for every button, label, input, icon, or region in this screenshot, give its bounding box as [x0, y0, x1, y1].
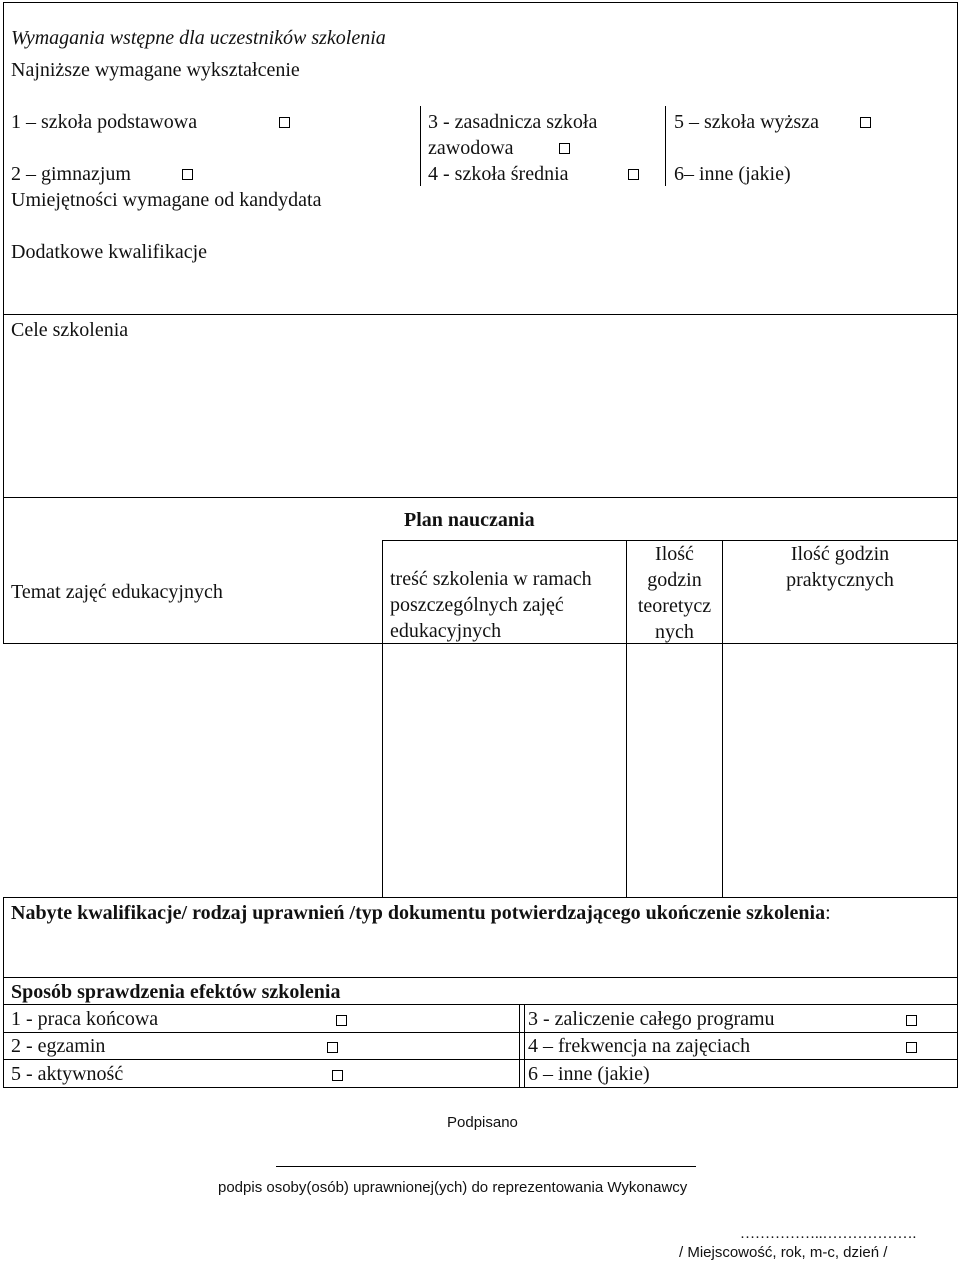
qualifications-colon: : [825, 902, 831, 924]
qualifications-label [11, 900, 831, 926]
plan-col-topic: Temat zajęć edukacyjnych [11, 581, 223, 603]
frame-left-upper [3, 2, 4, 498]
assessment-title: Sposób sprawdzenia efektów szkolenia [11, 981, 341, 1003]
option-3-checkbox[interactable] [559, 143, 570, 154]
option-1-label: 1 – szkoła podstawowa [11, 111, 198, 133]
plan-title: Plan nauczania [404, 509, 535, 531]
place-date-caption: / Miejscowość, rok, m-c, dzień / [679, 1244, 888, 1261]
divider-assessment [3, 977, 958, 978]
assessment-option-2: 2 - egzamin [11, 1035, 106, 1057]
divider-qualifications [3, 897, 958, 898]
assessment-option-3-checkbox[interactable] [906, 1015, 917, 1026]
goals-label: Cele szkolenia [11, 319, 129, 341]
assessment-option-1: 1 - praca końcowa [11, 1008, 159, 1030]
assessment-mid-line [519, 1004, 520, 1088]
option-2-checkbox[interactable] [182, 169, 193, 180]
assessment-option-2-checkbox[interactable] [327, 1042, 338, 1053]
assessment-line-2 [3, 1032, 958, 1033]
option-divider-1 [420, 106, 421, 186]
assessment-option-5-checkbox[interactable] [332, 1070, 343, 1081]
plan-col-content-1: treść szkolenia w ramach [390, 568, 592, 590]
education-label: Najniższe wymagane wykształcenie [11, 59, 300, 81]
assessment-option-1-checkbox[interactable] [336, 1015, 347, 1026]
option-divider-2 [665, 106, 666, 186]
option-5-label: 5 – szkoła wyższa [674, 111, 819, 133]
plan-col-practice-1: Ilość godzin [790, 543, 890, 565]
assessment-line-3 [3, 1059, 958, 1060]
option-5-checkbox[interactable] [860, 117, 871, 128]
extra-qualifications-label: Dodatkowe kwalifikacje [11, 241, 208, 263]
plan-col-content-3: edukacyjnych [390, 620, 502, 642]
option-1-checkbox[interactable] [279, 117, 290, 128]
plan-col-theory-1: Ilość [655, 543, 694, 565]
plan-col-content-2: poszczególnych zajęć [390, 594, 564, 616]
signed-label: Podpisano [447, 1114, 518, 1131]
requirements-title: Wymagania wstępne dla uczestników szkolenia [11, 27, 386, 49]
divider-goals [3, 314, 958, 315]
plan-col-line-1 [382, 540, 383, 898]
plan-col-theory-3: teoretycz [637, 595, 712, 617]
signature-line [276, 1166, 696, 1167]
option-2-label: 2 – gimnazjum [11, 163, 131, 185]
assessment-option-4-checkbox[interactable] [906, 1042, 917, 1053]
assessment-mid-line-2 [524, 1004, 525, 1088]
frame-top [3, 2, 958, 3]
plan-col-line-3 [722, 540, 723, 898]
assessment-option-3: 3 - zaliczenie całego programu [528, 1008, 775, 1030]
assessment-option-6: 6 – inne (jakie) [528, 1063, 650, 1085]
option-4-checkbox[interactable] [628, 169, 639, 180]
assessment-bottom [3, 1087, 958, 1088]
qualifications-text: Nabyte kwalifikacje/ rodzaj uprawnień /typ dokumentu potwierdzającego ukończenie szkolenia [11, 902, 826, 924]
option-3-label-cont: zawodowa [428, 137, 514, 159]
plan-left-border [3, 497, 4, 643]
date-dots: ……………..………………. [740, 1226, 917, 1242]
plan-col-practice-2: praktycznych [786, 569, 894, 591]
option-6-label: 6– inne (jakie) [674, 163, 791, 185]
divider-plan [3, 497, 958, 498]
assessment-line-1 [3, 1004, 958, 1005]
option-4-label: 4 - szkoła średnia [428, 163, 569, 185]
option-3-label: 3 - zasadnicza szkoła [428, 111, 598, 133]
assessment-option-4: 4 – frekwencja na zajęciach [528, 1035, 751, 1057]
assessment-option-5: 5 - aktywność [11, 1063, 124, 1085]
plan-col-theory-4: nych [655, 621, 694, 643]
frame-right [957, 2, 958, 1088]
signature-caption: podpis osoby(osób) uprawnionej(ych) do reprezentowania Wykonawcy [218, 1179, 688, 1196]
plan-col-theory-2: godzin [647, 569, 702, 591]
skills-label: Umiejętności wymagane od kandydata [11, 189, 322, 211]
